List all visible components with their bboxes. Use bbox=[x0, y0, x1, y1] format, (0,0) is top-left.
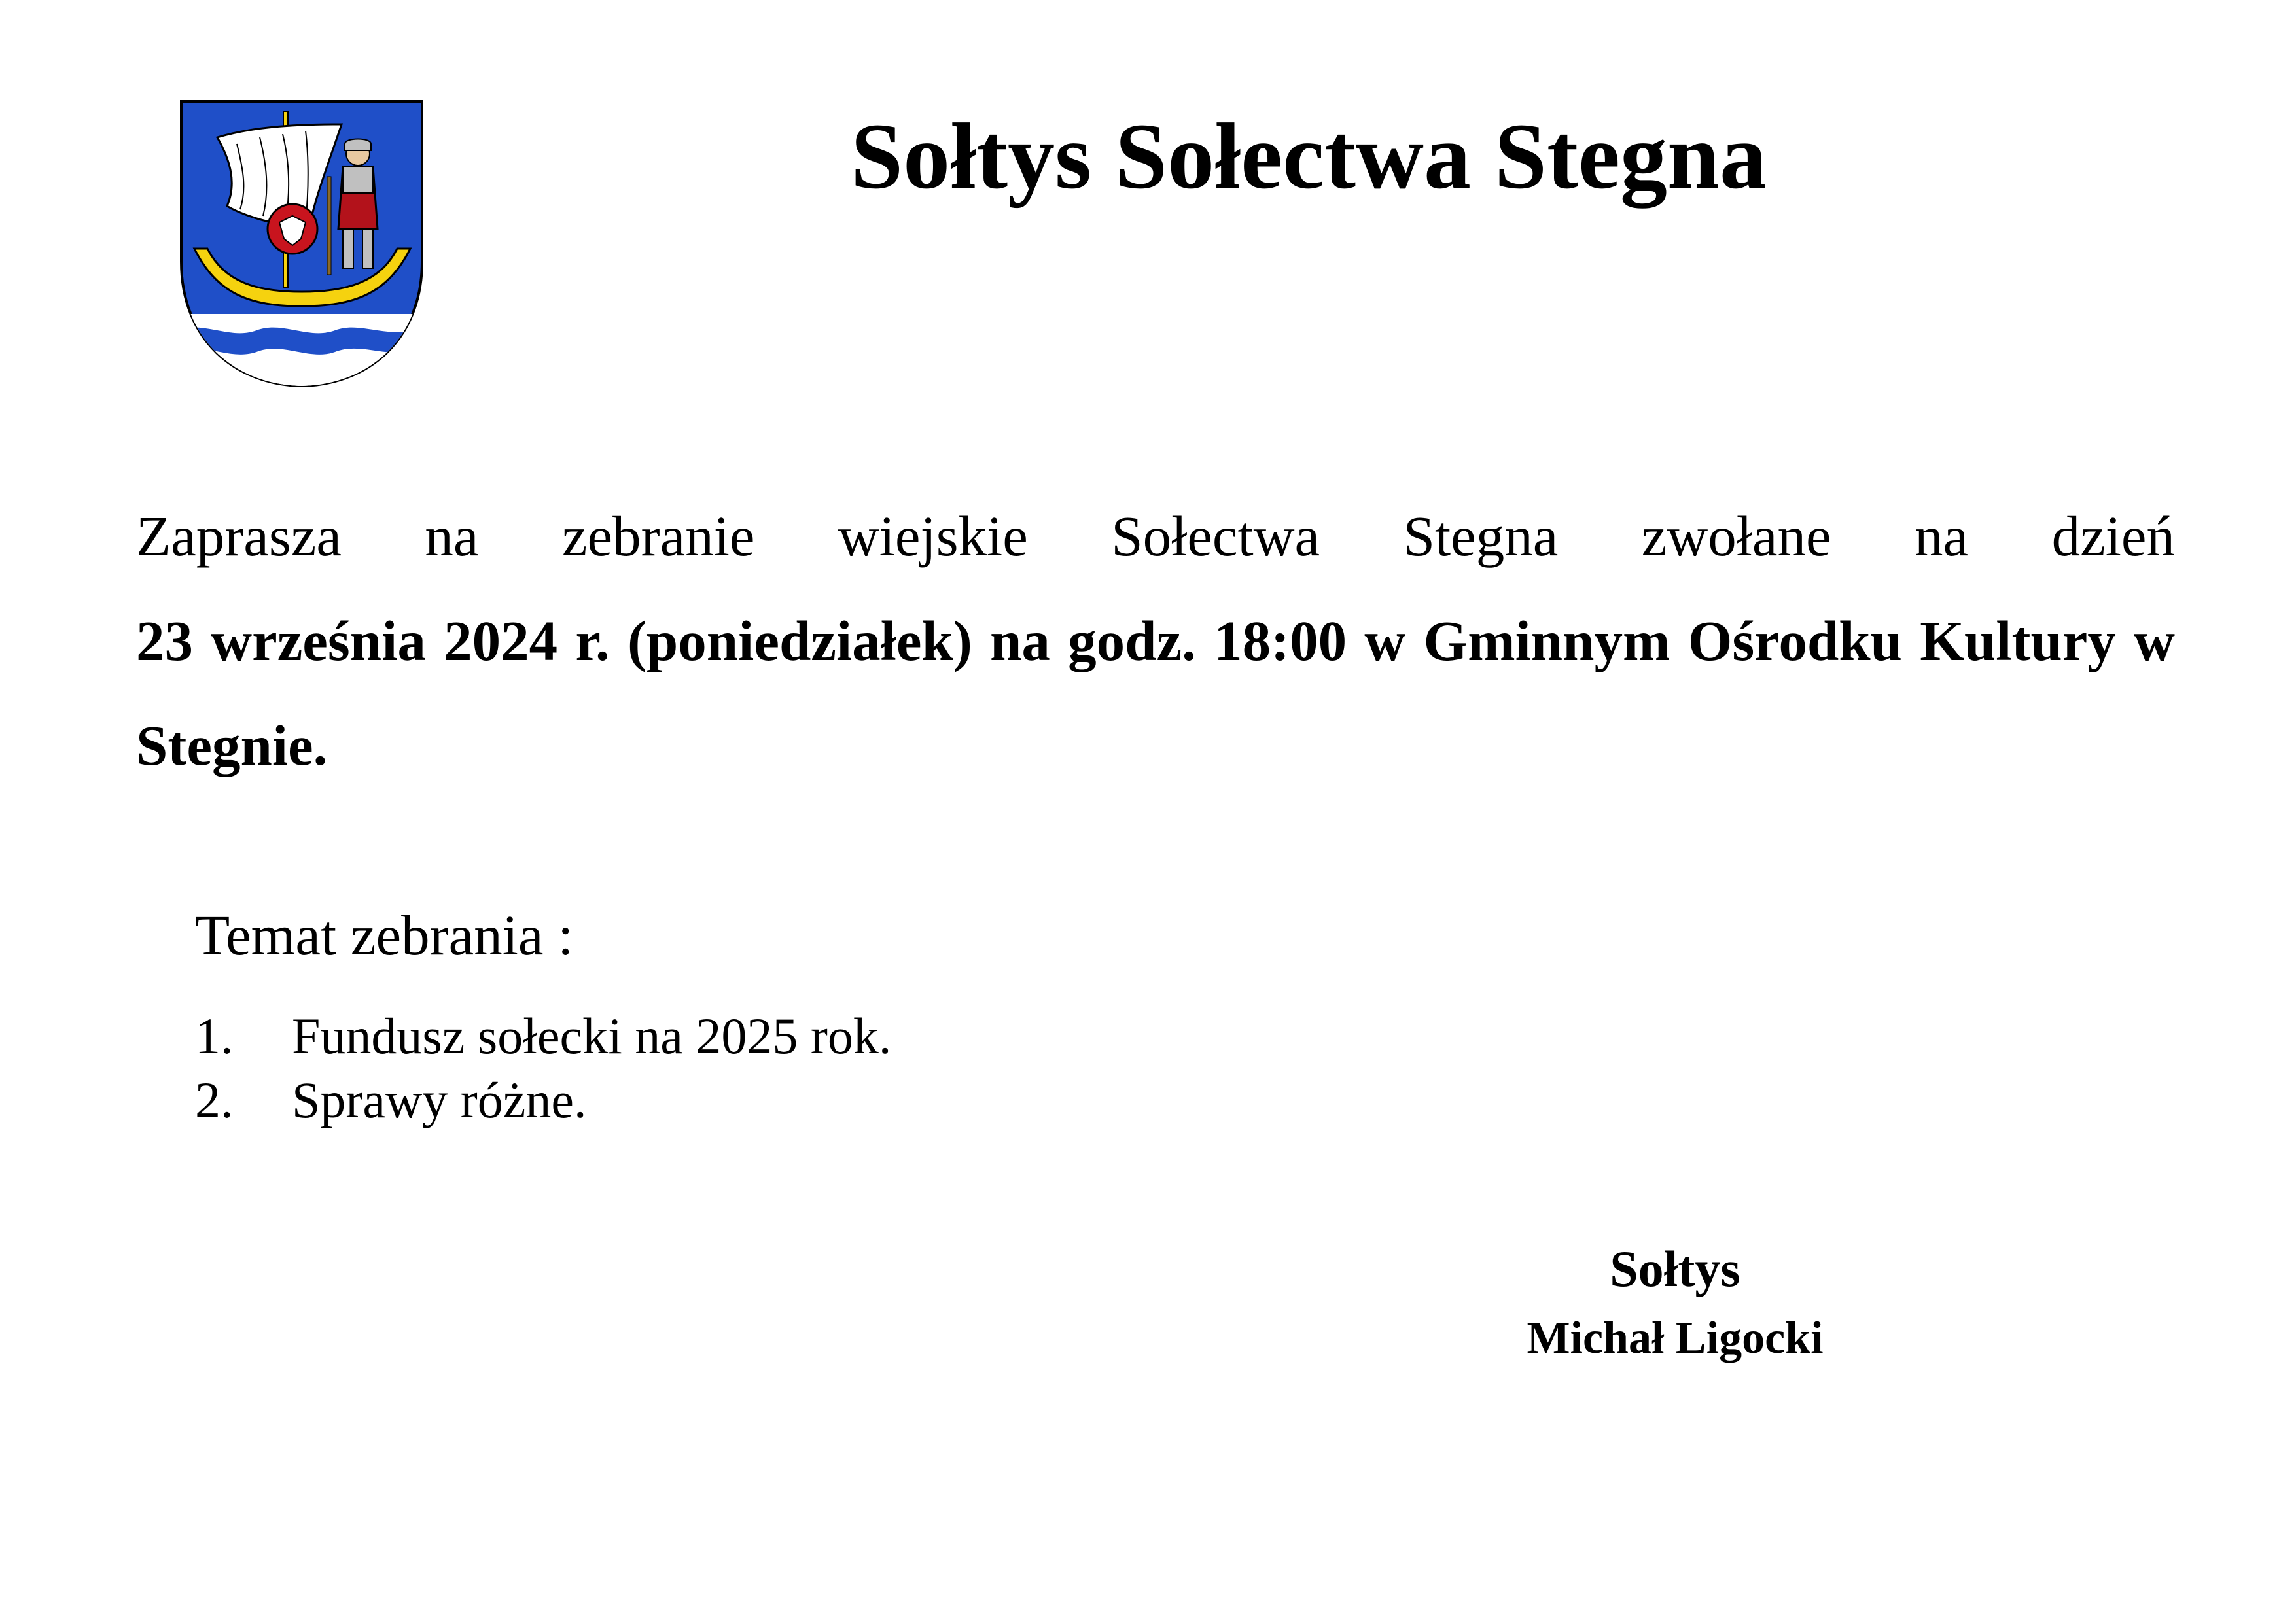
invitation-details: 23 września 2024 r. (poniedziałek) na godz. 18:00 w Gminnym Ośrodku Kultury w Stegnie. bbox=[136, 609, 2175, 777]
signature-role: Sołtys bbox=[1610, 1240, 1740, 1297]
list-item-text: Sprawy różne. bbox=[292, 1072, 587, 1128]
list-item-number: 1. bbox=[195, 1007, 234, 1064]
list-item bbox=[195, 1004, 891, 1068]
invitation-lead: Zaprasza na zebranie wiejskie Sołectwa Stegna zwołane na dzień bbox=[136, 504, 2175, 568]
coat-of-arms-icon bbox=[178, 98, 425, 389]
coat-of-arms bbox=[178, 98, 425, 389]
agenda-heading: Temat zebrania : bbox=[195, 903, 574, 967]
list-item-number: 2. bbox=[195, 1072, 234, 1128]
invitation-paragraph bbox=[136, 484, 2175, 798]
signature-block bbox=[1439, 1236, 1911, 1371]
agenda-list bbox=[195, 1004, 891, 1132]
page-title: Sołtys Sołectwa Stegna bbox=[851, 105, 1767, 209]
signature-name: Michał Ligocki bbox=[1527, 1313, 1824, 1363]
list-item-text: Fundusz sołecki na 2025 rok. bbox=[292, 1007, 892, 1064]
list-item bbox=[195, 1068, 891, 1132]
